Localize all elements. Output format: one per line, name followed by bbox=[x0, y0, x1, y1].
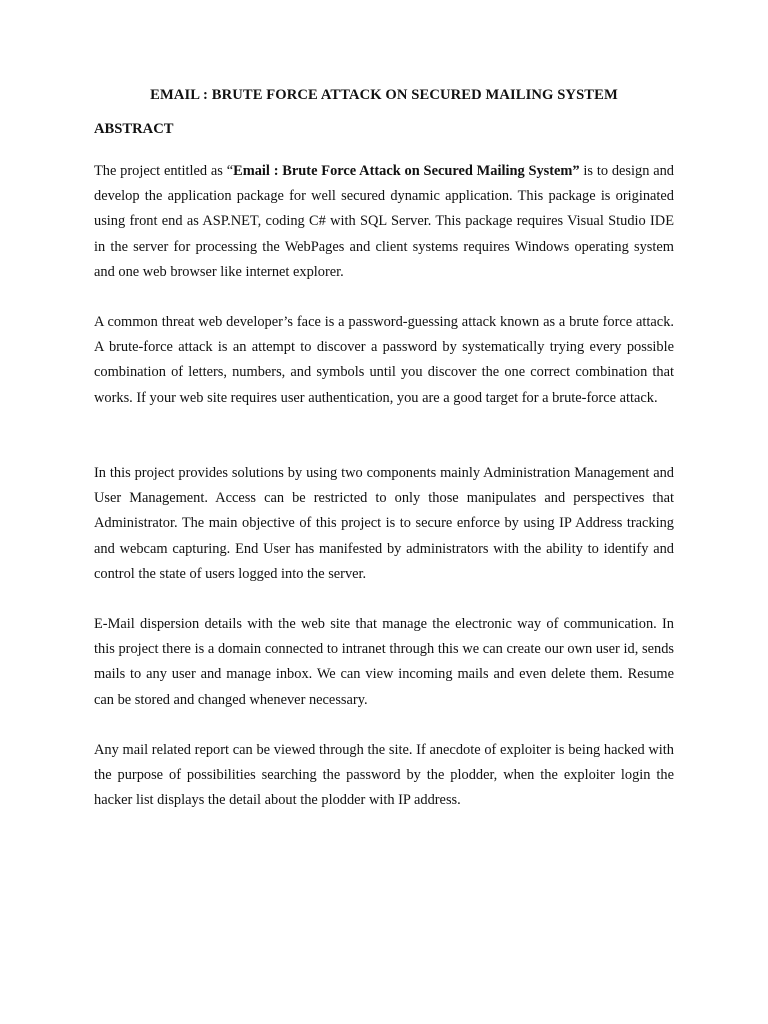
paragraph-brute-force-threat: A common threat web developer’s face is a password-guessing attack known as a brute force attack. A brute-force attack is an attempt to discover a password by systematically trying every possible combination of letters, numbers, and symbols until you discover the one correct combination that works. If your web site requires user authentication, you are a good target for a brute-force attack. bbox=[94, 314, 674, 406]
paragraph-1-rest: is to design and develop the application package for well secured dynamic application. This package is originated using front end as ASP.NET, coding C# with SQL Server. This package requires Visual Studio IDE in the server for processing the WebPages and client systems requires Windows operating system and one web browser like internet explorer. bbox=[94, 163, 675, 280]
abstract-heading: ABSTRACT bbox=[94, 121, 174, 137]
paragraph-project-intro bbox=[94, 159, 674, 285]
paragraph-report-hacker-list: Any mail related report can be viewed through the site. If anecdote of exploiter is being hacked with the purpose of possibilities searching the password by the plodder, when the exploiter login the hacker list displays the detail about the plodder with IP address. bbox=[94, 742, 674, 809]
paragraph-solution-components: In this project provides solutions by using two components mainly Administration Management and User Management. Access can be restricted to only those manipulates and perspectives that Administrator. The main objective of this project is to secure enforce by using IP Address tracking and webcam capturing. End User has manifested by administrators with the ability to identify and control the state of users logged into the server. bbox=[94, 465, 674, 582]
paragraph-email-dispersion: E-Mail dispersion details with the web site that manage the electronic way of communication. In this project there is a domain connected to intranet through this we can create our own user id, sends mails to any user and manage inbox. We can view incoming mails and even delete them. Resume can be stored and changed whenever necessary. bbox=[94, 616, 674, 708]
paragraph-1-lead: The project entitled as “ bbox=[94, 163, 234, 179]
project-title-emphasis: Email : Brute Force Attack on Secured Mailing System” bbox=[233, 163, 580, 179]
document-title: EMAIL : BRUTE FORCE ATTACK ON SECURED MAILING SYSTEM bbox=[150, 87, 618, 103]
